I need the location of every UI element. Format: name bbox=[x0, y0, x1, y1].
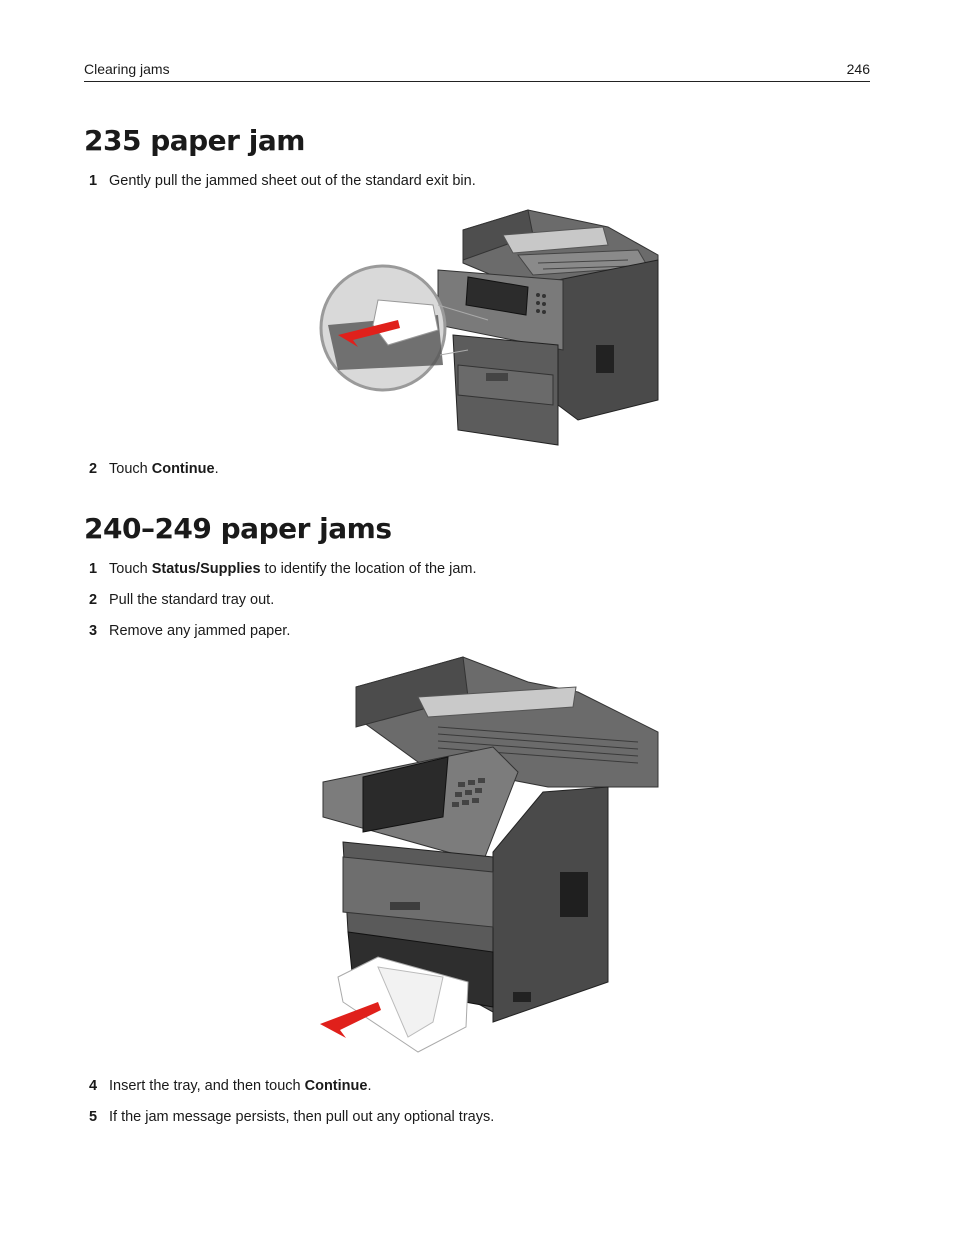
ui-label-continue: Continue bbox=[304, 1078, 368, 1094]
running-header-section: Clearing jams bbox=[84, 61, 170, 77]
step-item: 2 Touch Continue. bbox=[89, 461, 219, 477]
step-item bbox=[89, 1108, 494, 1126]
step-item bbox=[89, 172, 476, 190]
section-title-240-249: 240–249 paper jams bbox=[84, 512, 392, 545]
tray-handle bbox=[486, 373, 508, 381]
vent-grille bbox=[560, 872, 588, 917]
step-item: 1 Touch Status/Supplies to identify the location of the jam. bbox=[89, 561, 477, 577]
ui-label-status-supplies: Status/Supplies bbox=[151, 561, 261, 577]
step-text: Remove any jammed paper. bbox=[109, 623, 291, 639]
page-header bbox=[84, 61, 870, 82]
step-number: 3 bbox=[89, 623, 98, 639]
step-number: 4 bbox=[89, 1078, 98, 1094]
ui-label-continue: Continue bbox=[151, 461, 215, 477]
step-item bbox=[89, 591, 274, 609]
step-text: If the jam message persists, then pull out any optional trays. bbox=[109, 1109, 495, 1125]
figure-exit-bin-jam bbox=[318, 205, 663, 450]
tray-handle bbox=[390, 902, 420, 910]
step-number: 2 bbox=[89, 592, 98, 608]
step-item bbox=[89, 622, 290, 640]
step-number: 1 bbox=[89, 561, 98, 577]
step-number: 2 bbox=[89, 461, 98, 477]
step-item: 4 Insert the tray, and then touch Continue. bbox=[89, 1078, 372, 1094]
section-title-235: 235 paper jam bbox=[84, 124, 305, 157]
step-number: 5 bbox=[89, 1109, 98, 1125]
step-text: Pull the standard tray out. bbox=[109, 592, 275, 608]
vent-grille bbox=[596, 345, 614, 373]
step-text: Gently pull the jammed sheet out of the standard exit bin. bbox=[109, 173, 476, 189]
page-number: 246 bbox=[846, 61, 870, 77]
step-number: 1 bbox=[89, 173, 98, 189]
figure-tray-jam bbox=[318, 652, 663, 1062]
